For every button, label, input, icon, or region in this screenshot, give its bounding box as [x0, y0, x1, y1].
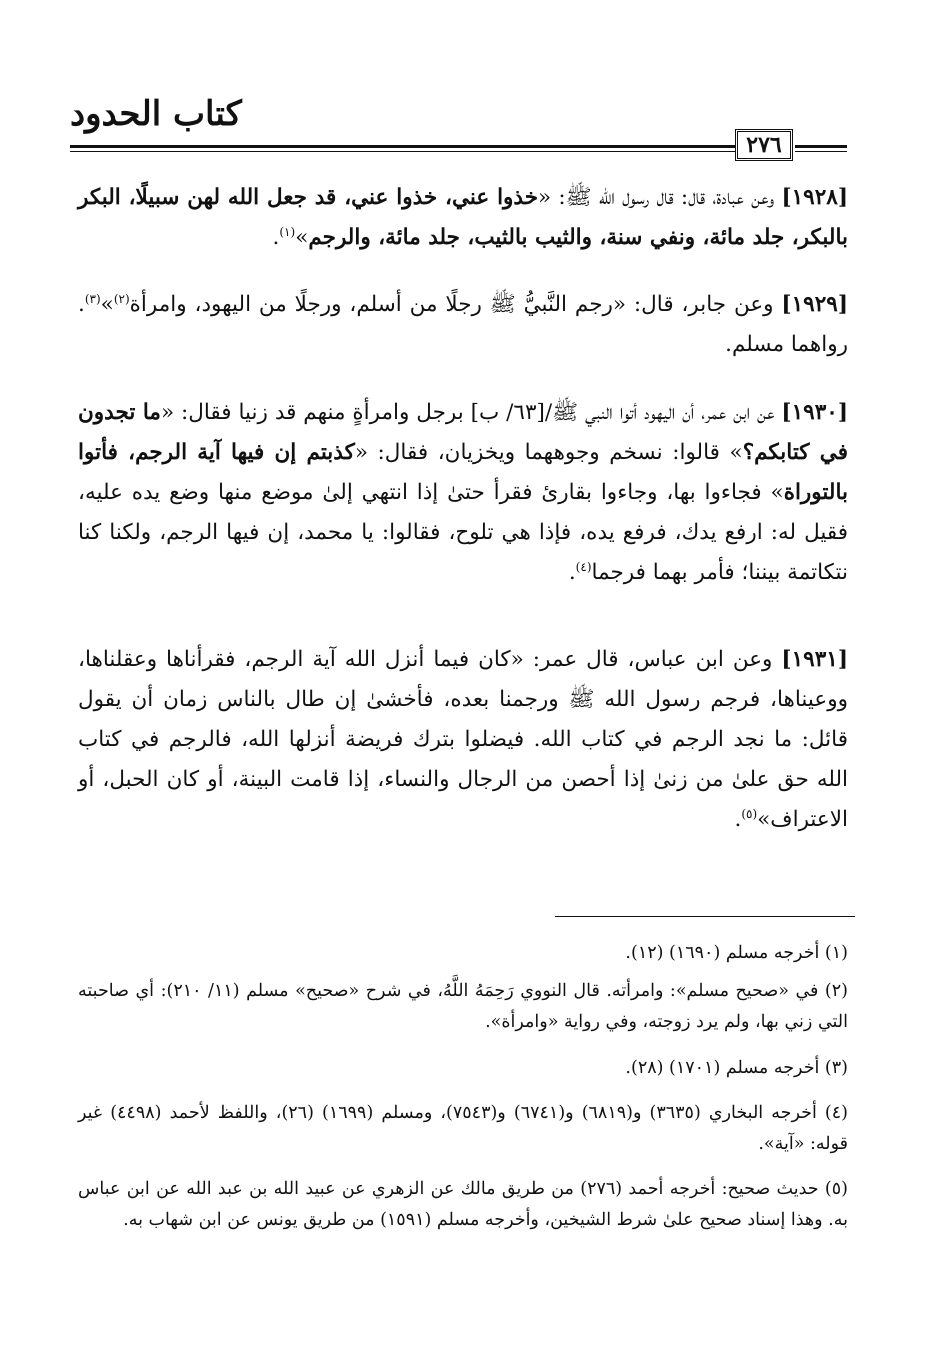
footnote-5: (٥) حديث صحيح: أخرجه أحمد (٢٧٦) من طريق مالك عن الزهري عن عبيد الله بن عبد الله عن ابن عباس به. وهذا إسناد صحيح علىٰ شرط الشيخين، وأخرجه مسلم (١٥٩١) من طريق يونس عن ابن شهاب به. — [78, 1179, 848, 1230]
hadith-text: » قالوا: نسخم وجوههما ويخزيان، فقال: « — [354, 440, 743, 465]
header-rule-thin — [70, 151, 735, 152]
hadith-quote: كذبتم إن فيها آية الرجم، فأتوا بالتوراة — [78, 440, 848, 505]
footnote-4: (٤) أخرجه البخاري (٣٦٣٥) و(٦٨١٩) و(٦٧٤١) و(٧٥٤٣)، ومسلم (١٦٩٩) (٢٦)، واللفظ لأحمد (٤٤٩٨) غير قوله: «آية». — [78, 1103, 848, 1154]
footnote-marker[interactable]: (٢) — [113, 291, 130, 306]
hadith-number: [١٩٢٩] — [781, 292, 848, 317]
page-number: ٢٧٦ — [735, 129, 793, 161]
hadith-quote: خذوا عني، خذوا عني، قد جعل الله لهن سبيلًا، البكر بالبكر، جلد مائة، ونفي سنة، والثيب بالثيب، جلد مائة، والرجم — [78, 185, 848, 250]
footnote-marker[interactable]: (٣) — [84, 291, 101, 306]
running-head-title: كتاب الحدود — [70, 94, 242, 134]
footnote-3: (٣) أخرجه مسلم (١٧٠١) (٢٨). — [625, 1058, 848, 1078]
quote-close: » — [100, 292, 114, 317]
hadith-number: [١٩٣٠] — [781, 400, 848, 425]
footnote-marker[interactable]: (٤) — [575, 559, 592, 574]
footnote-1: (١) أخرجه مسلم (١٦٩٠) (١٢). — [625, 943, 848, 963]
sentence-end: . — [272, 225, 280, 250]
hadith-text: وعن ابن عباس، قال عمر: «كان فيما أنزل الله آية الرجم، فقرأناها وعقلناها، ووعيناها، فرجم رسول الله ﷺ ورجمنا بعده، فأخشىٰ إن طال بالناس زمان أن يقول قائل: ما نجد الرجم في كتاب الله. فيضلوا بترك فريضة أنزلها الله، فالرجم في كتاب الله حق علىٰ من زنىٰ إذا أحصن من الرجال والنساء، إذا قامت البينة، أو كان الحبل، أو الاعتراف» — [78, 647, 848, 832]
hadith-text: عن ابن عمر، أن اليهود أتوا النبي ﷺ/[٦٣/ ب] برجل وامرأةٍ منهم قد زنيا فقال: « — [160, 400, 782, 425]
hadith-1930 — [78, 393, 848, 593]
footnote-marker[interactable]: (١) — [279, 224, 296, 239]
hadith-intro: وعن جابر، قال: «رجم النَّبيُّ ﷺ رجلًا من أسلم، ورجلًا من اليهود، وامرأة — [129, 292, 782, 317]
hadith-1928 — [78, 178, 848, 258]
header-rule-right-thin — [795, 151, 847, 152]
header-rule — [70, 145, 735, 148]
sentence-end: . — [734, 807, 742, 832]
quote-close: » — [295, 225, 309, 250]
sentence-end: . — [568, 560, 576, 585]
header-rule-right — [795, 145, 847, 148]
hadith-intro: وعن عبادة، قال: قال رسول الله ﷺ: « — [538, 185, 782, 210]
hadith-1931 — [78, 640, 848, 840]
footnote-separator — [555, 916, 855, 917]
footnote-2: (٢) في «صحيح مسلم»: وامرأته. قال النووي رَحِمَهُ اللَّهُ، في شرح «صحيح» مسلم (١١/ ٢١٠): أي صاحبته التي زني بها، ولم يرد زوجته، وفي رواية «وامرأة». — [78, 981, 848, 1032]
sentence-end: . رواهما مسلم. — [78, 292, 848, 357]
hadith-1929 — [78, 285, 848, 365]
hadith-number: [١٩٣١] — [781, 647, 848, 672]
hadith-number: [١٩٢٨] — [781, 185, 849, 210]
hadith-quote: ما تجدون في كتابكم؟ — [78, 400, 848, 465]
footnote-marker[interactable]: (٥) — [741, 806, 758, 821]
hadith-text: » فجاءوا بها، وجاءوا بقارئ فقرأ حتىٰ إذا انتهي إلىٰ موضع منها وضع يده عليه، فقيل له: ارفع يدك، فرفع يده، فإذا هي تلوح، فقالوا: يا محمد، إن فيها الرجم، ولكنا كنا نتكاتمة بيننا؛ فأمر بهما فرجما — [78, 480, 848, 585]
